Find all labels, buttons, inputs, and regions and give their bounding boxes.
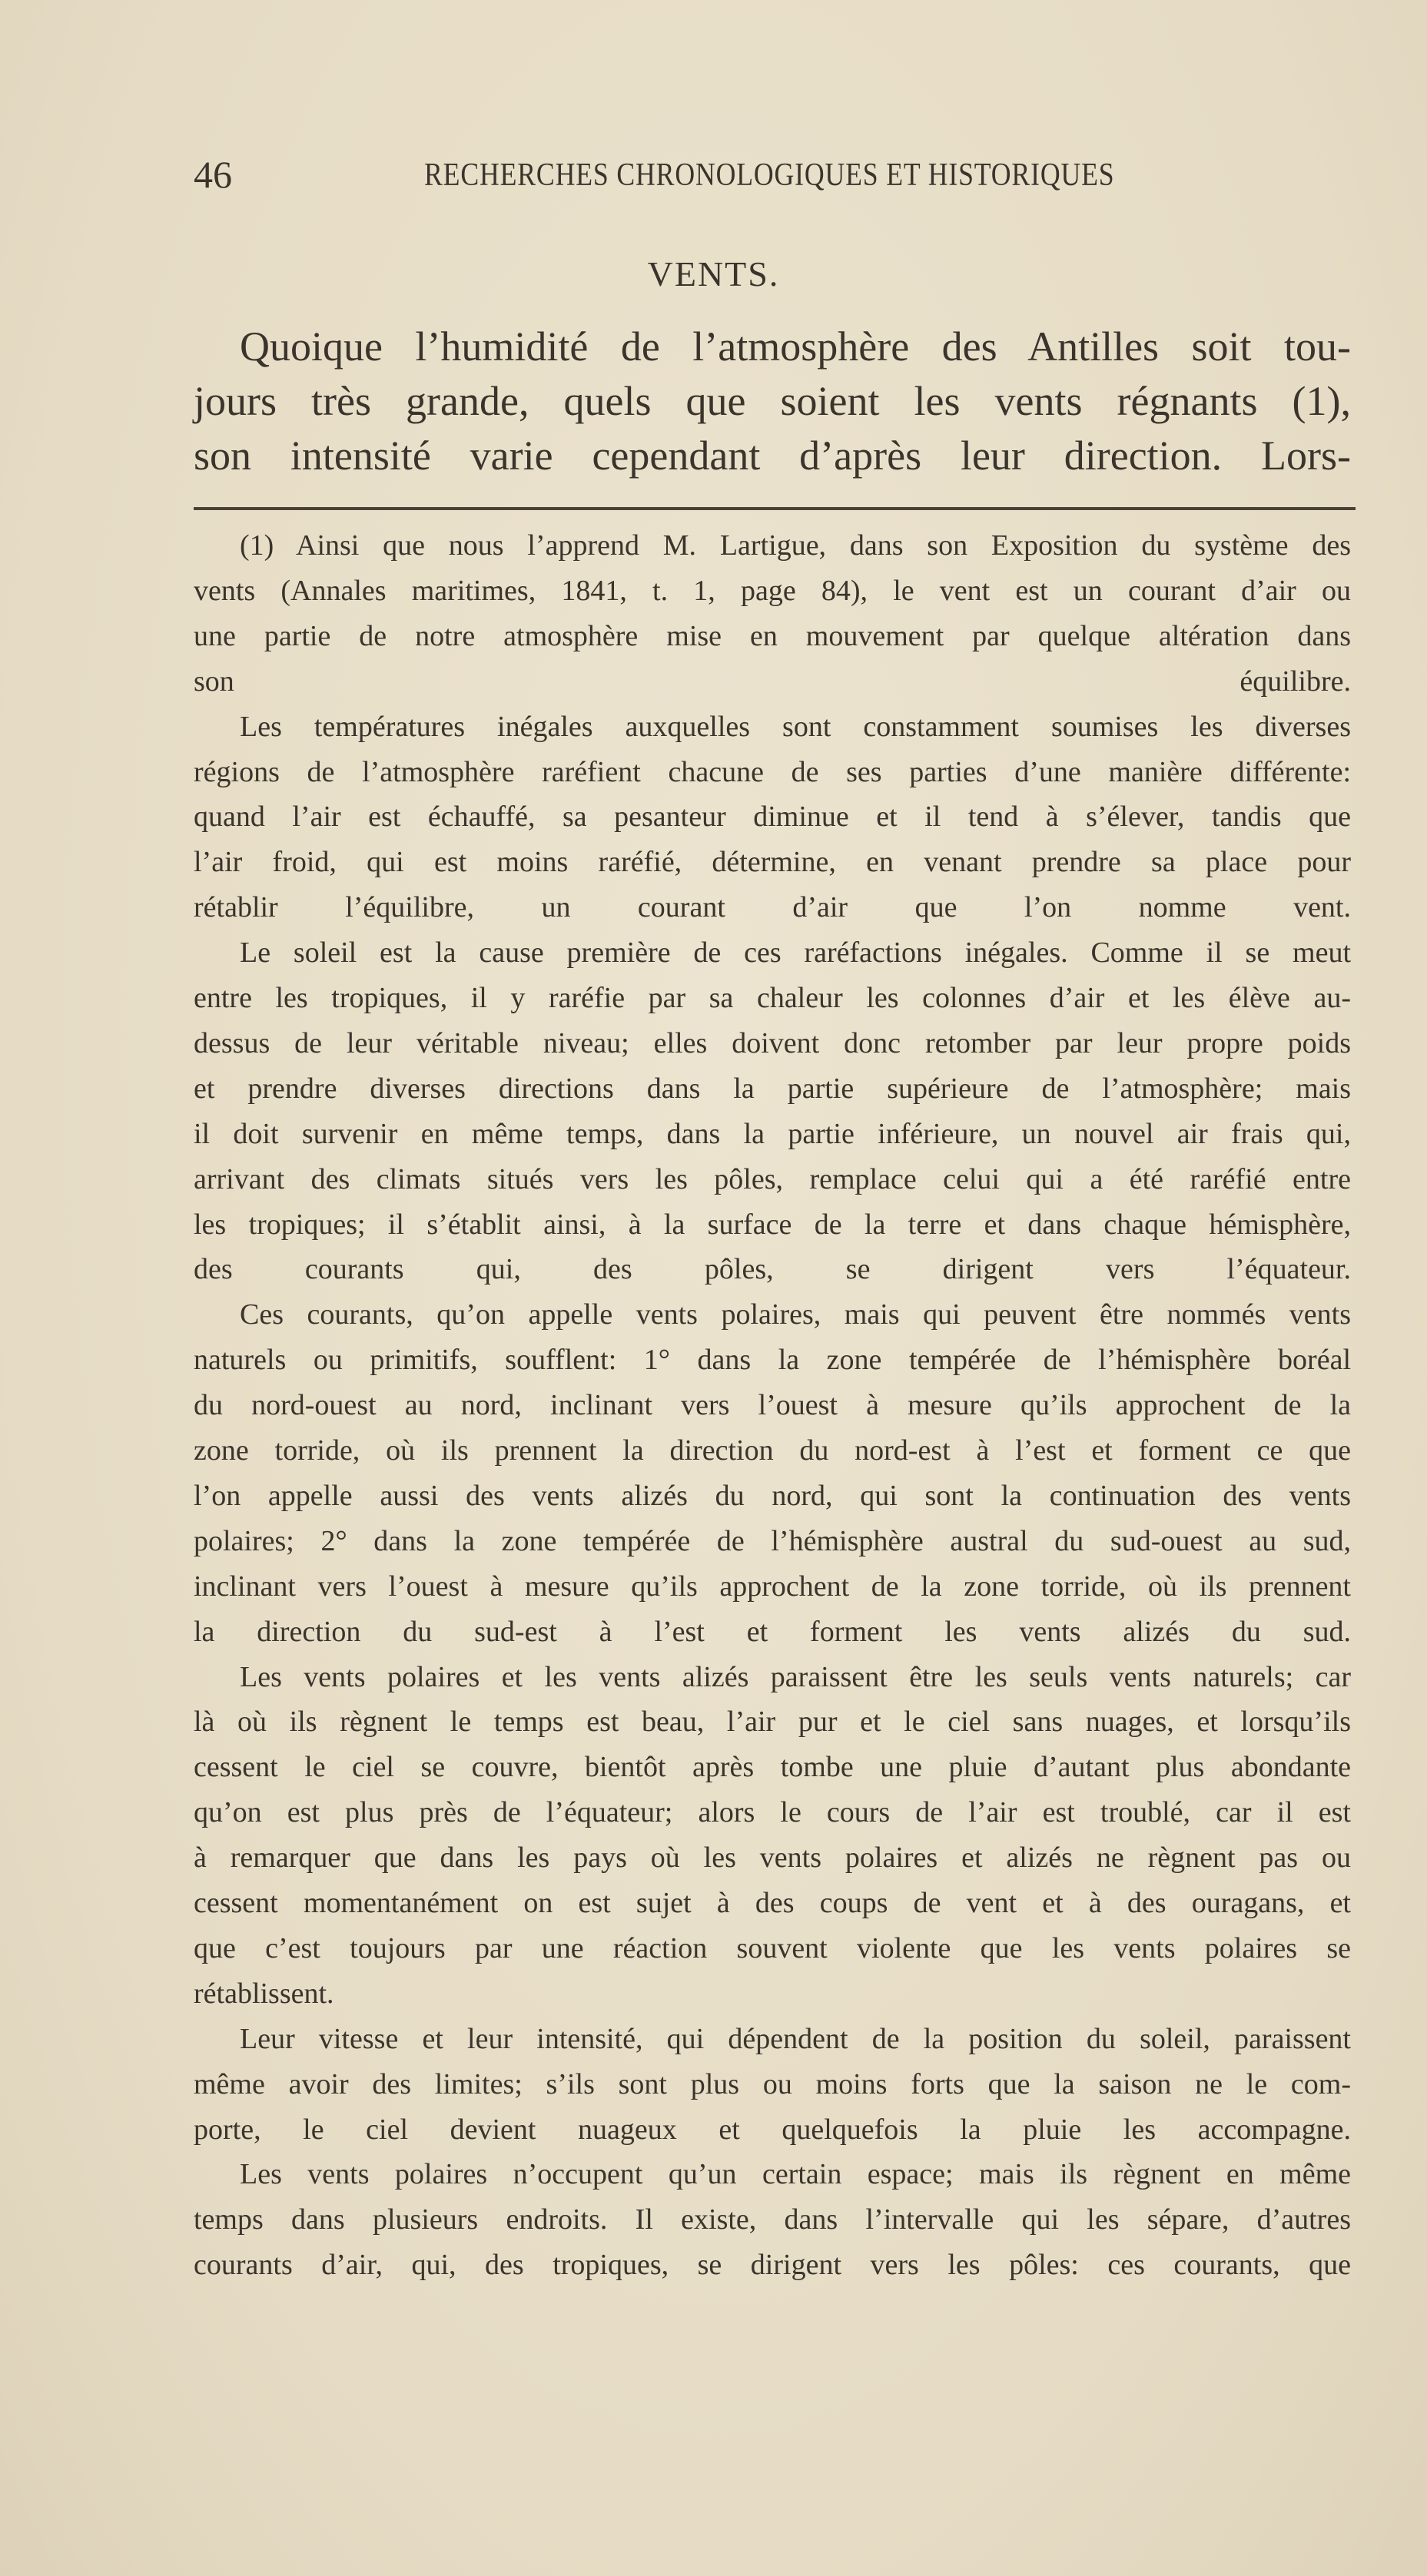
footnote-line: qu’on est plus près de l’équateur; alors le cours de l’air est troublé, car il est (194, 1796, 1351, 1829)
body-line: Quoique l’humidité de l’atmosphère des Antilles soit tou- (240, 323, 1351, 370)
footnote-line: Les vents polaires et les vents alizés paraissent être les seuls vents naturels; car (240, 1660, 1351, 1693)
footnote-divider (194, 507, 1356, 510)
page-header (194, 152, 1351, 198)
footnote-line: quand l’air est échauffé, sa pesanteur diminue et il tend à s’élever, tandis que (194, 801, 1351, 834)
footnote-line: cessent momentanément on est sujet à des coups de vent et à des ouragans, et (194, 1887, 1351, 1919)
footnote-line: son équilibre. (194, 665, 1351, 698)
footnote-line: il doit survenir en même temps, dans la partie inférieure, un nouvel air frais qui, (194, 1117, 1351, 1150)
footnote-line: temps dans plusieurs endroits. Il existe, dans l’intervalle qui les sépare, d’autres (194, 2203, 1351, 2236)
footnote-line: rétablissent. (194, 1977, 334, 2010)
footnote-line: la direction du sud-est à l’est et forment les vents alizés du sud. (194, 1615, 1351, 1648)
footnote-line: les tropiques; il s’établit ainsi, à la surface de la terre et dans chaque hémisphère, (194, 1208, 1351, 1241)
body-line: son intensité varie cependant d’après leur direction. Lors- (194, 433, 1351, 479)
footnote-line: Ces courants, qu’on appelle vents polaires, mais qui peuvent être nommés vents (240, 1298, 1351, 1331)
footnote-line: Les températures inégales auxquelles sont constamment soumises les diverses (240, 710, 1351, 743)
footnote-line: une partie de notre atmosphère mise en mouvement par quelque altération dans (194, 619, 1351, 652)
footnote-line: dessus de leur véritable niveau; elles doivent donc retomber par leur propre poids (194, 1026, 1351, 1059)
footnote-line: zone torride, où ils prennent la direction du nord-est à l’est et forment ce que (194, 1434, 1351, 1467)
body-line: jours très grande, quels que soient les vents régnants (1), (194, 378, 1351, 424)
footnote-line: (1) Ainsi que nous l’apprend M. Lartigue, dans son Exposition du système des (240, 529, 1351, 562)
footnote-line: cessent le ciel se couvre, bientôt après tombe une pluie d’autant plus abondante (194, 1751, 1351, 1784)
footnote-line: l’on appelle aussi des vents alizés du nord, qui sont la continuation des vents (194, 1479, 1351, 1512)
footnote-line: des courants qui, des pôles, se dirigent vers l’équateur. (194, 1253, 1351, 1286)
footnote-line: régions de l’atmosphère raréfient chacune de ses parties d’une manière différente: (194, 755, 1351, 788)
footnote-line: courants d’air, qui, des tropiques, se dirigent vers les pôles: ces courants, que (194, 2249, 1351, 2282)
footnote-line: et prendre diverses directions dans la partie supérieure de l’atmosphère; mais (194, 1072, 1351, 1105)
footnote-line: même avoir des limites; s’ils sont plus ou moins forts que la saison ne le com- (194, 2067, 1351, 2100)
footnote-line: naturels ou primitifs, soufflent: 1° dans la zone tempérée de l’hémisphère boréal (194, 1344, 1351, 1377)
footnote-line: porte, le ciel devient nuageux et quelquefois la pluie les accompagne. (194, 2113, 1351, 2146)
footnote-line: rétablir l’équilibre, un courant d’air que l’on nomme vent. (194, 891, 1351, 924)
footnote-line: vents (Annales maritimes, 1841, t. 1, page 84), le vent est un courant d’air ou (194, 574, 1351, 607)
footnote-line: l’air froid, qui est moins raréfié, détermine, en venant prendre sa place pour (194, 846, 1351, 879)
footnote-line: Les vents polaires n’occupent qu’un certain espace; mais ils règnent en même (240, 2158, 1351, 2191)
page-number: 46 (194, 153, 232, 196)
footnote-line: Leur vitesse et leur intensité, qui dépendent de la position du soleil, paraissent (240, 2022, 1351, 2055)
footnote-line: du nord-ouest au nord, inclinant vers l’ouest à mesure qu’ils approchent de la (194, 1389, 1351, 1422)
footnote-line: là où ils règnent le temps est beau, l’air pur et le ciel sans nuages, et lorsqu’ils (194, 1706, 1351, 1739)
footnote-line: que c’est toujours par une réaction souvent violente que les vents polaires se (194, 1931, 1351, 1964)
footnote-line: Le soleil est la cause première de ces raréfactions inégales. Comme il se meut (240, 937, 1351, 970)
section-title: VENTS. (647, 254, 780, 293)
footnote-line: entre les tropiques, il y raréfie par sa chaleur les colonnes d’air et les élève au- (194, 982, 1351, 1014)
running-title: RECHERCHES CHRONOLOGIQUES ET HISTORIQUES (424, 157, 1115, 193)
footnote-line: polaires; 2° dans la zone tempérée de l’hémisphère austral du sud-ouest au sud, (194, 1524, 1351, 1557)
footnote-line: inclinant vers l’ouest à mesure qu’ils approchent de la zone torride, où ils prennent (194, 1570, 1351, 1603)
footnote-line: arrivant des climats situés vers les pôles, remplace celui qui a été raréfié entre (194, 1162, 1351, 1195)
footnote-line: à remarquer que dans les pays où les vents polaires et alizés ne règnent pas ou (194, 1842, 1351, 1875)
